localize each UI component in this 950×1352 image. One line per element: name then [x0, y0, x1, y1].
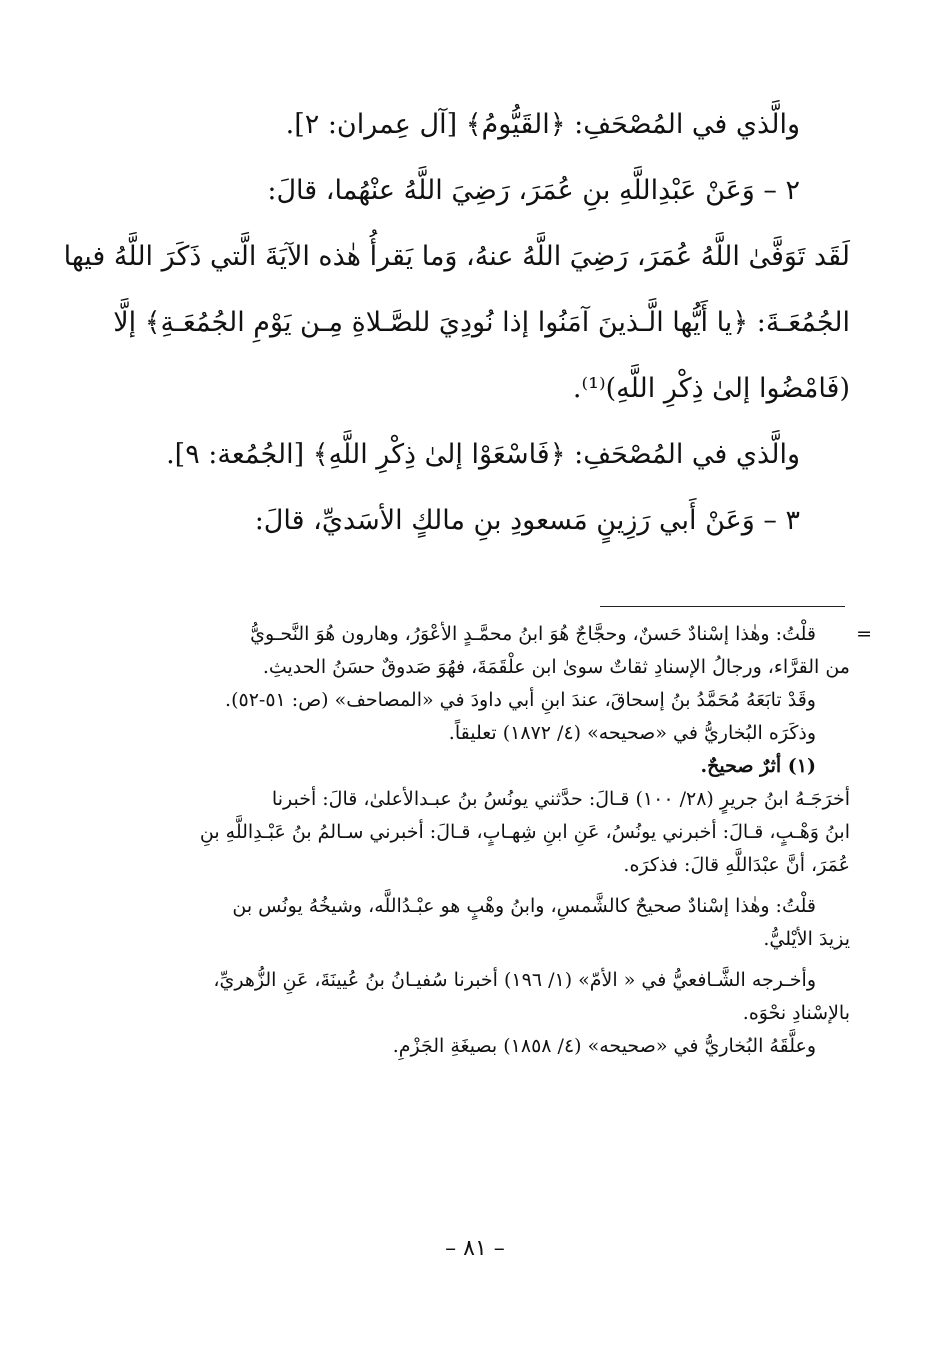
- footnote-line: [120, 618, 872, 651]
- footnote-continuation-mark: =: [856, 623, 872, 645]
- footnote-line: من القرَّاء، ورجالُ الإسنادِ ثقاتٌ سوىٰ ابن علْقَمَةَ، فهُوَ صَدوقٌ حسَنُ الحديثِ.: [262, 656, 850, 678]
- footnote-line: عُمَرَ، أنَّ عبْدَاللَّهِ قالَ: فذكرَه.: [623, 854, 850, 876]
- main-line: (فَامْضُوا إلىٰ ذِكْرِ اللَّهِ)⁽¹⁾.: [572, 373, 850, 404]
- footnote-line: وأخـرجه الشَّـافعيُّ في « الأمّ» (١/ ١٩٦) أخبرنا سُفيـانُ بنُ عُيينَةَ، عَنِ الزُّهريِّ،: [213, 969, 816, 991]
- main-line: والَّذي في المُصْحَفِ: ﴿القَيُّومُ﴾ [آل عِمران: ٢].: [285, 109, 800, 140]
- footnote-line: أخرَجَـهُ ابنُ جريرٍ (٢٨/ ١٠٠) قـالَ: حدَّثني يونُسُ بنُ عبـدالأعلىٰ، قالَ: أخبرنا: [271, 788, 850, 810]
- main-line: الجُمُعَـةَ: ﴿يا أَيُّها الَّـذينَ آمَنُوا إذا نُودِيَ للصَّـلاةِ مِـن يَوْمِ الجُمُعَـةِ﴾ إلَّا: [113, 307, 850, 338]
- footnote-line: وقَدْ تابَعَهُ مُحَمَّدُ بنُ إسحاقَ، عندَ ابنِ أبي داودَ في «المصاحف» (ص: ٥١-٥٢).: [225, 689, 816, 711]
- main-line: ٢ – وَعَنْ عَبْدِاللَّهِ بنِ عُمَرَ، رَضِيَ اللَّهُ عنْهُما، قالَ:: [267, 175, 800, 206]
- footnote-line: يزيدَ الأيْليُّ.: [763, 928, 850, 950]
- footnote-line: وعلَّقَهُ البُخاريُّ في «صحيحه» (٤/ ١٨٥٨) بصيغَةِ الجَزْمِ.: [392, 1035, 816, 1057]
- footnote-heading: (١) أثرٌ صحيحٌ.: [700, 755, 816, 777]
- main-line: والَّذي في المُصْحَفِ: ﴿فَاسْعَوْا إلىٰ ذِكْرِ اللَّهِ﴾ [الجُمُعة: ٩].: [166, 439, 800, 470]
- main-text: [63, 92, 850, 554]
- main-line: ٣ – وَعَنْ أَبي رَزِينٍ مَسعودِ بنِ مالكٍ الأسَديِّ، قالَ:: [254, 505, 800, 536]
- footnotes: [120, 618, 872, 1063]
- footnote-line: وذكَرَه البُخاريُّ في «صحيحه» (٤/ ١٨٧٢) تعليقاً.: [448, 722, 816, 744]
- footnote-separator: [600, 606, 845, 607]
- footnote-line: ابنُ وَهْـبٍ، قـالَ: أخبرني يونُسُ، عَنِ ابنِ شِهـابٍ، قـالَ: أخبرني سـالمُ بنُ عَبْـدِاللَّهِ بنِ: [199, 821, 850, 843]
- main-line: لَقَد تَوَفَّىٰ اللَّهُ عُمَرَ، رَضِيَ اللَّهُ عنهُ، وَما يَقرأُ هٰذه الآيَةَ الَّتي ذَكَرَ اللَّهُ فيها: [63, 241, 850, 272]
- footnote-line: قلْتُ: وهٰذا إسْنادٌ صحيحٌ كالشَّمسِ، وابنُ وهْبٍ هو عبْـدُاللَّه، وشيخُهُ يونُس بن: [232, 895, 816, 917]
- page-number: – ٨١ –: [445, 1236, 505, 1261]
- footnote-line-text: قلْتُ: وهٰذا إسْنادٌ حَسنٌ، وحجَّاجٌ هُوَ ابنُ محمَّـدٍ الأعْوَرُ، وهارون هُوَ النَّحـويُّ: [250, 623, 816, 645]
- footnote-line: بالإسْنادِ نحْوَه.: [742, 1002, 850, 1024]
